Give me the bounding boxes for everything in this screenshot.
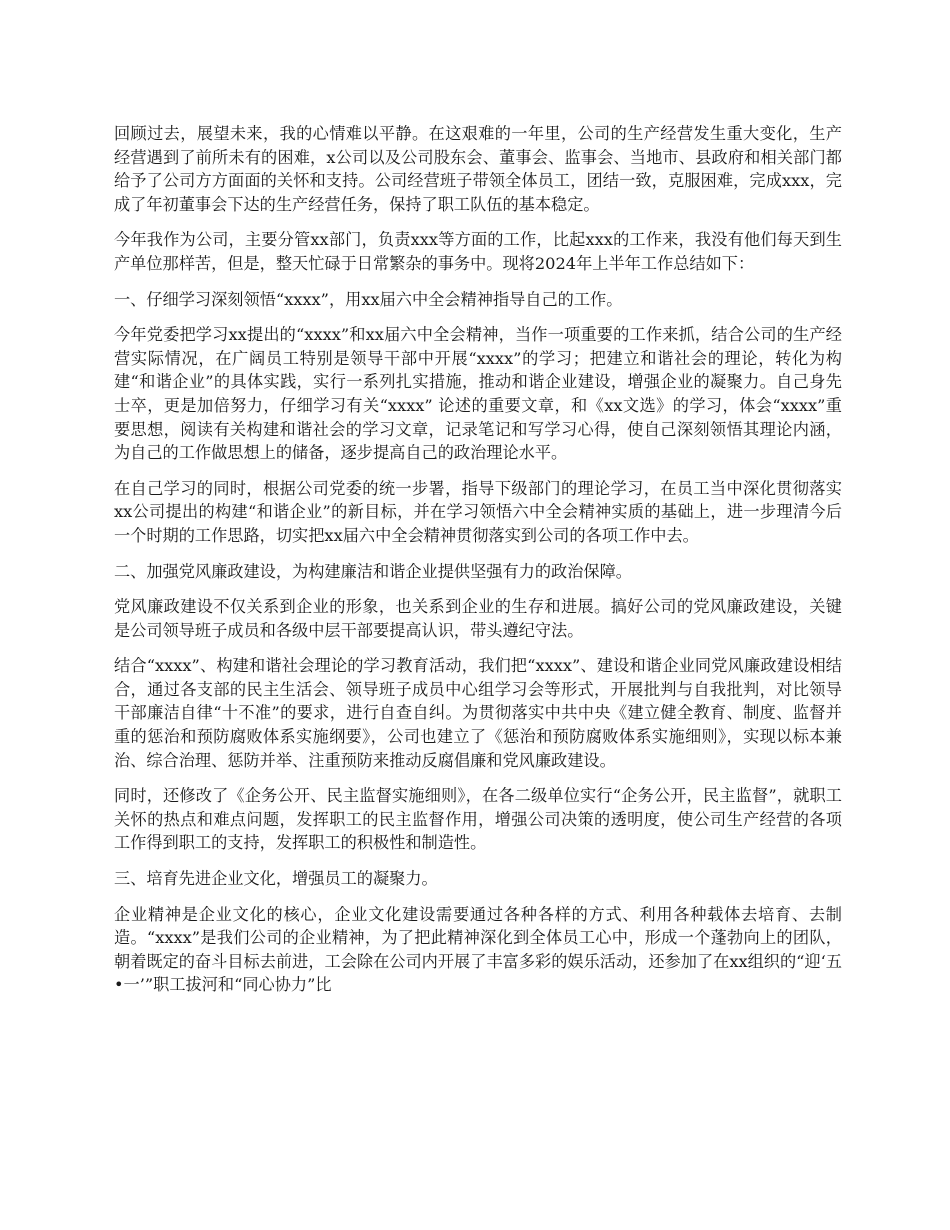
section-heading-2: 二、加强党风廉政建设，为构建廉洁和谐企业提供坚强有力的政治保障。 [114, 561, 632, 581]
paragraph-guidance: 在自己学习的同时，根据公司党委的统一步署，指导下级部门的理论学习，在员工当中深化贯彻落实xx公司提出的构建“和谐企业”的新目标，并在学习领悟六中全会精神实质的基础上，进一步理清今后一个时期的工作思路，切实把xx届六中全会精神贯彻落实到公司的各项工作中去。 [114, 478, 842, 545]
paragraph-anticorruption: 结合“xxxx”、构建和谐社会理论的学习教育活动，我们把“xxxx”、建设和谐企业同党风廉政建设相结合，通过各支部的民主生活会、领导班子成员中心组学习会等形式，开展批判与自我批判，对比领导干部廉洁自律“十不准”的要求，进行自查自纠。为贯彻落实中共中央《建立健全教育、制度、监督并重的惩治和预防腐败体系实施纲要》，公司也建立了《惩治和预防腐败体系实施细则》，实现以标本兼治、综合治理、惩防并举、注重预防来推动反腐倡廉和党风廉政建设。 [114, 656, 842, 770]
section-heading-1: 一、仔细学习深刻领悟“xxxx”，用xx届六中全会精神指导自己的工作。 [114, 289, 623, 309]
document-body [114, 122, 842, 1009]
paragraph-study: 今年党委把学习xx提出的“xxxx”和xx届六中全会精神，当作一项重要的工作来抓，结合公司的生产经营实际情况，在广阔员工特别是领导干部中开展“xxxx”的学习；把建立和谐社会的理论，转化为构建“和谐企业”的具体实践，实行一系列扎实措施，推动和谐企业建设，增强企业的凝聚力。自己身先士卒，更是加倍努力，仔细学习有关“xxxx” 论述的重要文章，和《xx文选》的学习，体会“xxxx”重要思想，阅读有关构建和谐社会的学习文章，记录笔记和写学习心得，使自己深刻领悟其理论内涵，为自己的工作做思想上的储备，逐步提高自己的政治理论水平。 [114, 325, 842, 463]
paragraph-intro-role: 今年我作为公司，主要分管xx部门，负责xxx等方面的工作，比起xxx的工作来，我没有他们每天到生产单位那样苦，但是，整天忙碌于日常繁杂的事务中。现将2024年上半年工作总结如下： [114, 230, 842, 273]
paragraph-transparency: 同时，还修改了《企务公开、民主监督实施细则》，在各二级单位实行“企务公开，民主监督”，就职工关怀的热点和难点问题，发挥职工的民主监督作用，增强公司决策的透明度，使公司生产经营的各项工作得到职工的支持，发挥职工的积极性和制造性。 [114, 786, 842, 853]
paragraph-intro-review: 回顾过去，展望未来，我的心情难以平静。在这艰难的一年里，公司的生产经营发生重大变化，生产经营遇到了前所未有的困难，x公司以及公司股东会、董事会、监事会、当地市、县政府和相关部门都给予了公司方方面面的关怀和支持。公司经营班子带领全体员工，团结一致，克服困难，完成xxx，完成了年初董事会下达的生产经营任务，保持了职工队伍的基本稳定。 [114, 124, 842, 214]
paragraph-culture: 企业精神是企业文化的核心，企业文化建设需要通过各种各样的方式、利用各种载体去培育、去制造。“xxxx”是我们公司的企业精神，为了把此精神深化到全体员工心中，形成一个蓬勃向上的团队，朝着既定的奋斗目标去前进，工会除在公司内开展了丰富多彩的娱乐活动，还参加了在xx组织的“迎‘五•一’”职工拔河和“同心协力”比 [114, 904, 842, 995]
paragraph-integrity: 党风廉政建设不仅关系到企业的形象，也关系到企业的生存和进展。搞好公司的党风廉政建设，关键是公司领导班子成员和各级中层干部要提高认识，带头遵纪守法。 [114, 597, 842, 640]
section-heading-3: 三、培育先进企业文化，增强员工的凝聚力。 [114, 869, 438, 889]
